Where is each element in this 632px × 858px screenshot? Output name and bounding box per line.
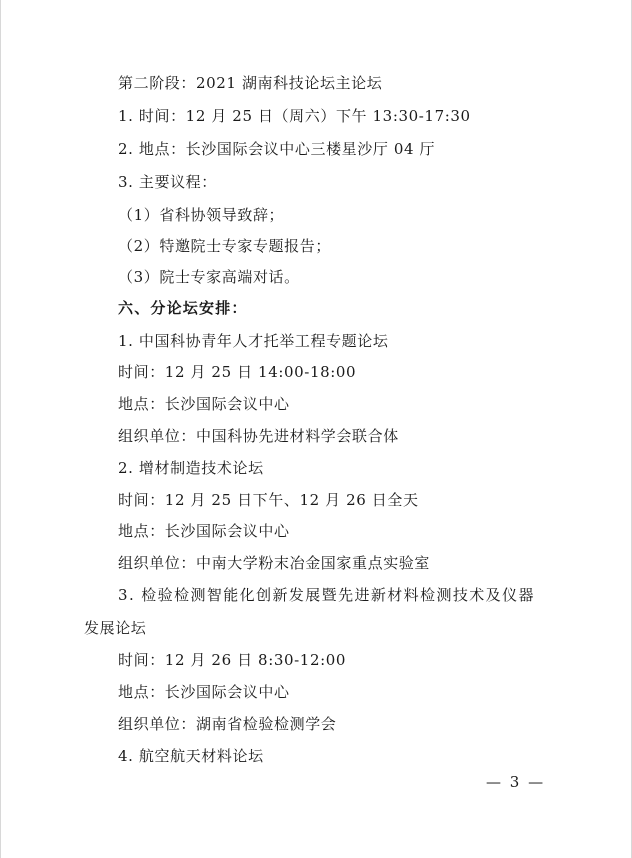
sub-forum-3-time: 时间：12 月 26 日 8:30-12:00 xyxy=(118,651,347,669)
page-left-border xyxy=(0,0,1,858)
sub-forum-3-organizer: 组织单位：湖南省检验检测学会 xyxy=(118,715,337,733)
main-agenda-heading: 3. 主要议程： xyxy=(118,173,217,191)
sub-forum-3-title: 3. 检验检测智能化创新发展暨先进新材料检测技术及仪器 xyxy=(118,586,535,604)
agenda-item-1: （1）省科协领导致辞； xyxy=(118,206,285,224)
sub-forum-4-title: 4. 航空航天材料论坛 xyxy=(118,747,264,765)
sub-forum-2-time: 时间：12 月 25 日下午、12 月 26 日全天 xyxy=(118,491,419,509)
section-six-heading: 六、分论坛安排： xyxy=(118,299,248,317)
sub-forum-1-location: 地点：长沙国际会议中心 xyxy=(118,395,290,413)
sub-forum-2-title: 2. 增材制造技术论坛 xyxy=(118,459,264,477)
stage-two-heading: 第二阶段：2021 湖南科技论坛主论坛 xyxy=(118,74,383,92)
sub-forum-3-title-cont: 发展论坛 xyxy=(84,619,147,637)
agenda-item-3: （3）院士专家高端对话。 xyxy=(118,268,300,286)
sub-forum-2-organizer: 组织单位：中南大学粉末冶金国家重点实验室 xyxy=(118,554,431,572)
main-forum-time: 1. 时间：12 月 25 日（周六）下午 13:30-17:30 xyxy=(118,107,471,125)
agenda-item-2: （2）特邀院士专家专题报告； xyxy=(118,237,331,255)
sub-forum-2-location: 地点：长沙国际会议中心 xyxy=(118,522,290,540)
main-forum-location: 2. 地点：长沙国际会议中心三楼星沙厅 04 厅 xyxy=(118,140,436,158)
sub-forum-1-time: 时间：12 月 25 日 14:00-18:00 xyxy=(118,363,357,381)
sub-forum-1-organizer: 组织单位：中国科协先进材料学会联合体 xyxy=(118,427,399,445)
page-number: — 3 — xyxy=(486,773,546,791)
sub-forum-3-location: 地点：长沙国际会议中心 xyxy=(118,683,290,701)
sub-forum-1-title: 1. 中国科协青年人才托举工程专题论坛 xyxy=(118,332,389,350)
